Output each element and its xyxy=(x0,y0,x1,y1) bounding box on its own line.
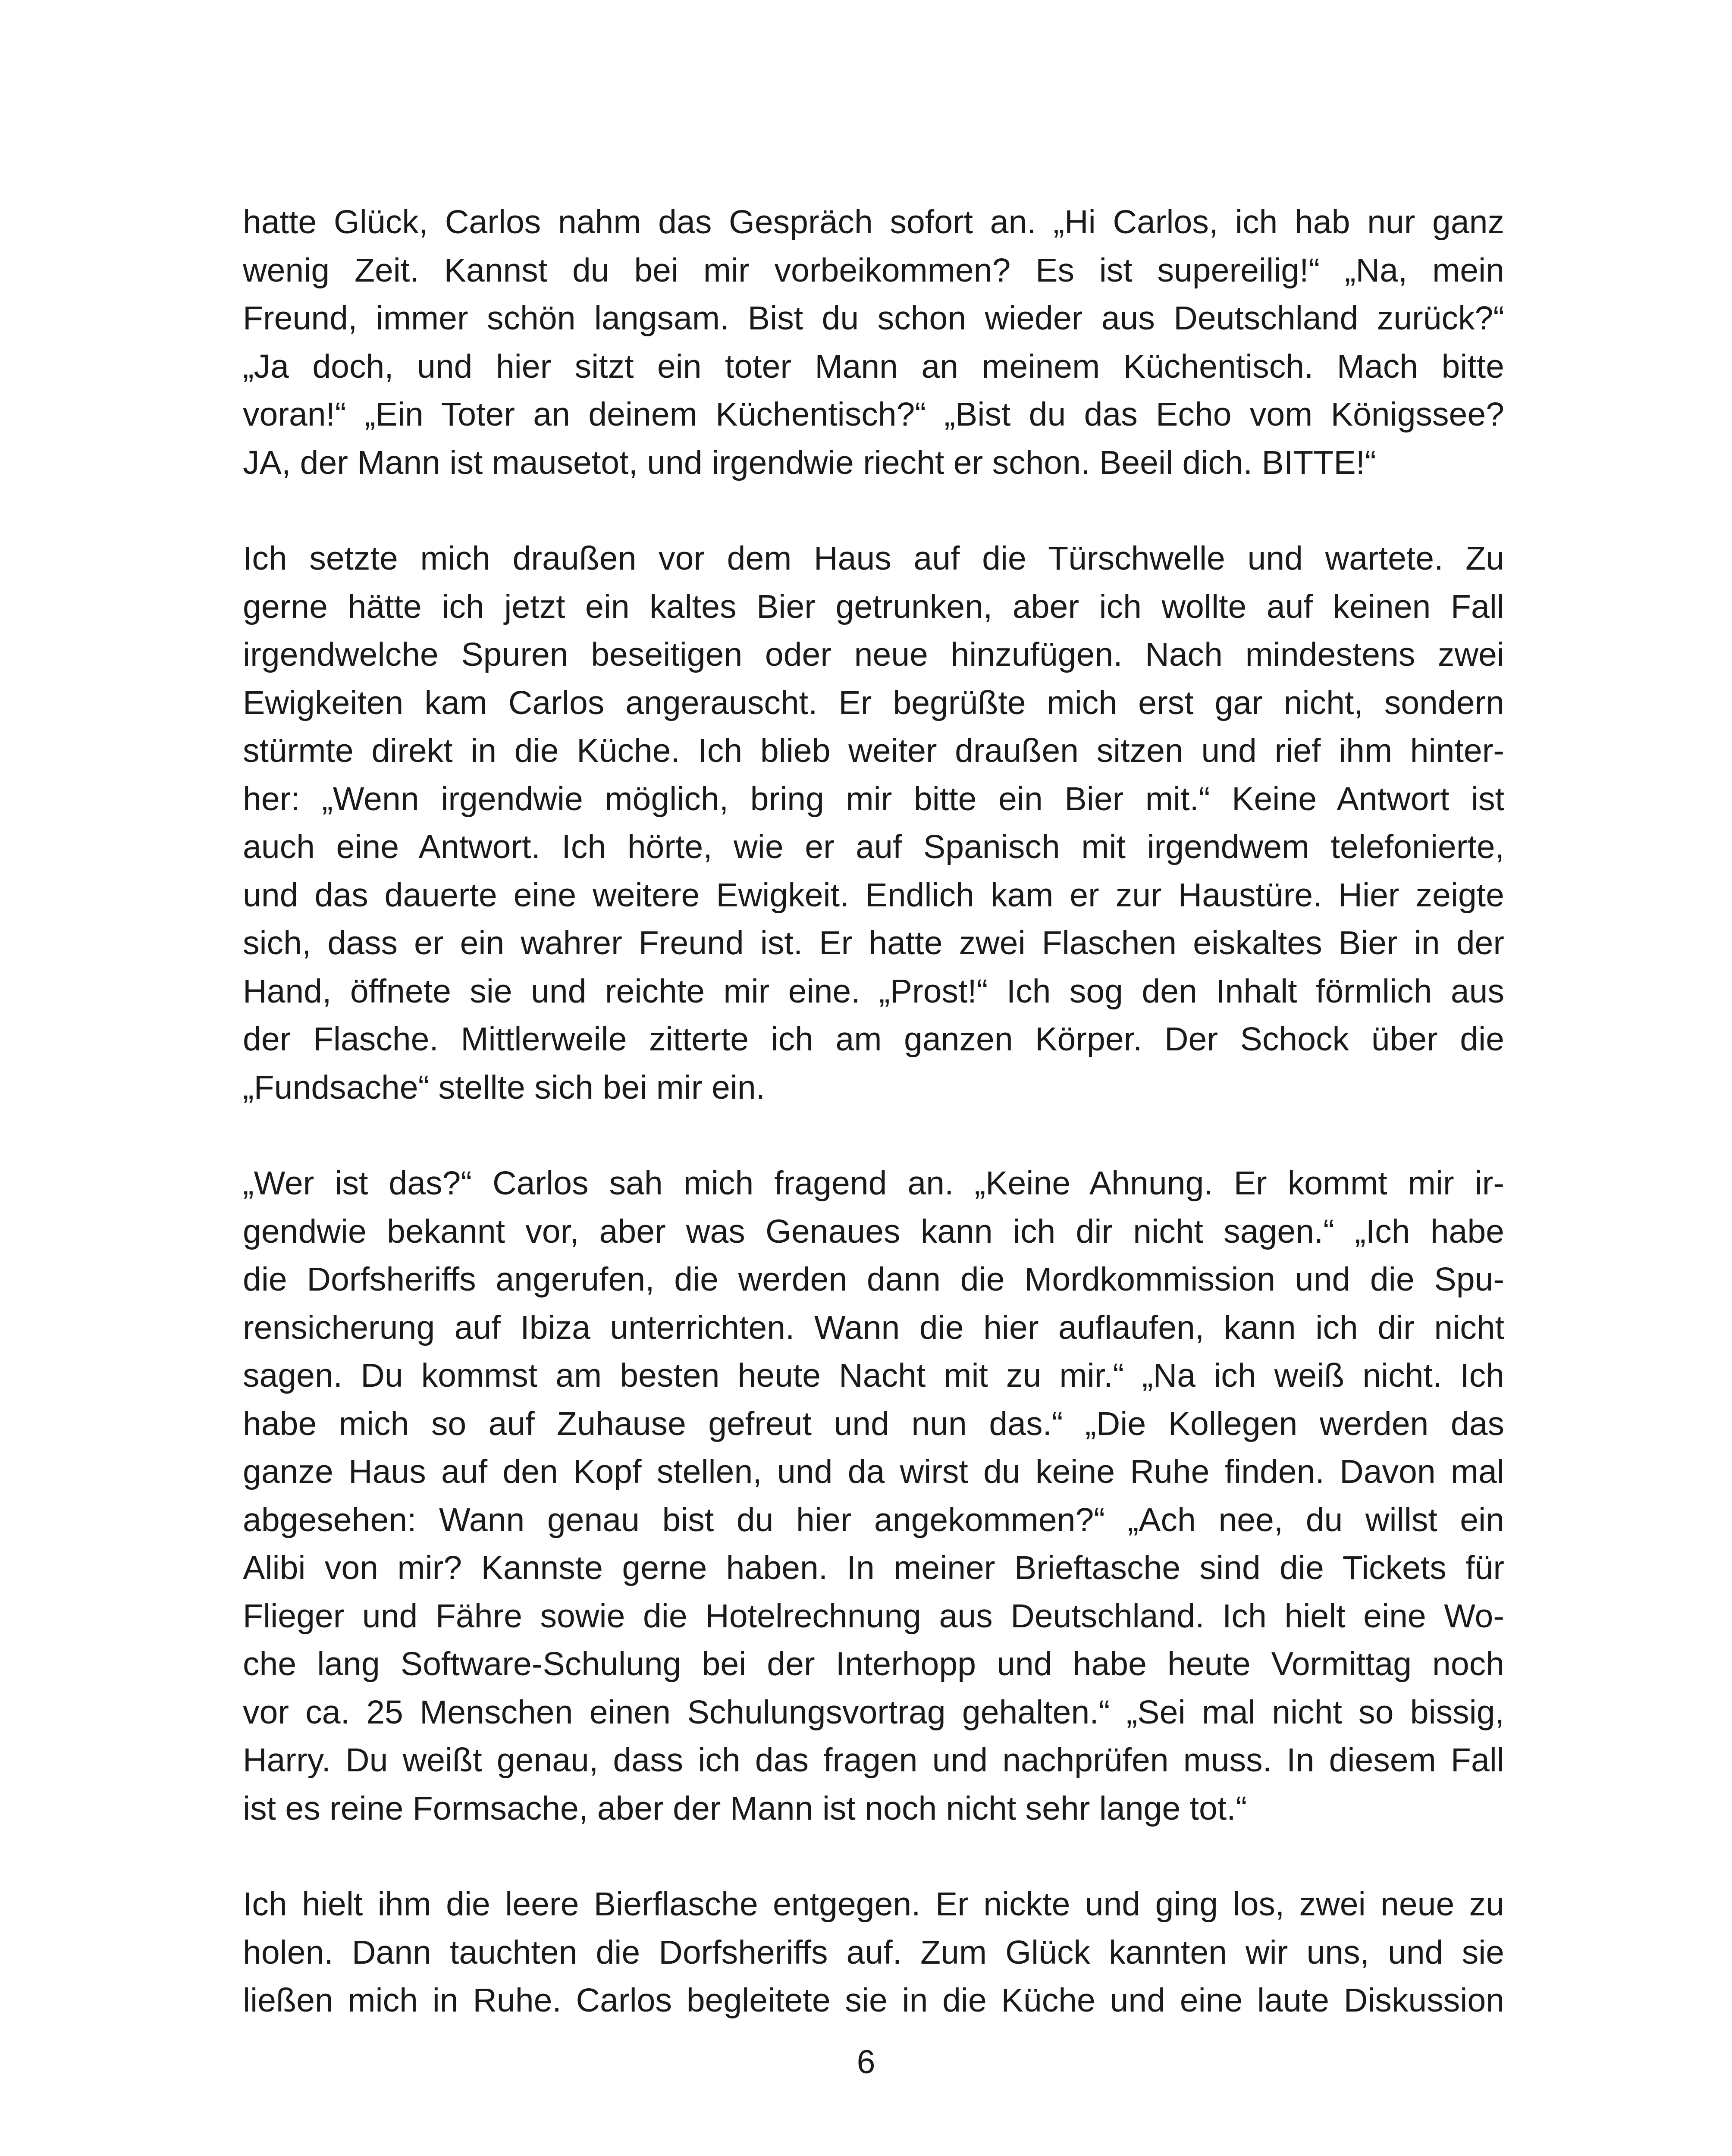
text-line: „Ja doch, und hier sitzt ein toter Mann an meinem Küchentisch. Mach bitte xyxy=(243,348,1504,385)
text-line: habe mich so auf Zuhause gefreut und nun das.“ „Die Kollegen werden das xyxy=(243,1405,1504,1442)
text-line: Ich setzte mich draußen vor dem Haus auf die Türschwelle und wartete. Zu xyxy=(243,540,1504,577)
text-line: vor ca. 25 Menschen einen Schulungsvortrag gehalten.“ „Sei mal nicht so bissig, xyxy=(243,1693,1504,1731)
text-line: abgesehen: Wann genau bist du hier angekommen?“ „Ach nee, du willst ein xyxy=(243,1501,1504,1539)
text-line: JA, der Mann ist mausetot, und irgendwie riecht er schon. Beeil dich. BITTE!“ xyxy=(243,444,1376,481)
paragraph-3 xyxy=(243,1159,1504,1833)
text-line: rensicherung auf Ibiza unterrichten. Wann die hier auflaufen, kann ich dir nicht xyxy=(243,1309,1504,1346)
text-line: her: „Wenn irgendwie möglich, bring mir bitte ein Bier mit.“ Keine Antwort ist xyxy=(243,780,1504,818)
text-line: die Dorfsheriffs angerufen, die werden dann die Mordkommission und die Spu- xyxy=(243,1261,1504,1298)
text-line: hatte Glück, Carlos nahm das Gespräch sofort an. „Hi Carlos, ich hab nur ganz xyxy=(243,204,1504,241)
text-line: „Fundsache“ stellte sich bei mir ein. xyxy=(243,1069,766,1106)
text-line: Flieger und Fähre sowie die Hotelrechnung aus Deutschland. Ich hielt eine Wo- xyxy=(243,1597,1504,1635)
page-number: 6 xyxy=(857,2043,875,2081)
text-line: Ich hielt ihm die leere Bierflasche entgegen. Er nickte und ging los, zwei neue zu xyxy=(243,1886,1504,1923)
text-line: auch eine Antwort. Ich hörte, wie er auf Spanisch mit irgendwem telefonierte, xyxy=(243,828,1504,865)
text-line: irgendwelche Spuren beseitigen oder neue hinzufügen. Nach mindestens zwei xyxy=(243,636,1504,673)
text-line: Freund, immer schön langsam. Bist du schon wieder aus Deutschland zurück?“ xyxy=(243,300,1504,337)
text-line: Ewigkeiten kam Carlos angerauscht. Er begrüßte mich erst gar nicht, sondern xyxy=(243,684,1504,721)
text-line: ist es reine Formsache, aber der Mann ist noch nicht sehr lange tot.“ xyxy=(243,1789,1247,1827)
text-line: Hand, öffnete sie und reichte mir eine. „Prost!“ Ich sog den Inhalt förmlich aus xyxy=(243,972,1504,1010)
text-line: Harry. Du weißt genau, dass ich das fragen und nachprüfen muss. In diesem Fall xyxy=(243,1742,1504,1779)
text-line: stürmte direkt in die Küche. Ich blieb weiter draußen sitzen und rief ihm hinter- xyxy=(243,732,1504,769)
text-line: Alibi von mir? Kannste gerne haben. In meiner Brieftasche sind die Tickets für xyxy=(243,1549,1504,1586)
body-text xyxy=(243,198,1504,2025)
text-line: voran!“ „Ein Toter an deinem Küchentisch?“ „Bist du das Echo vom Königssee? xyxy=(243,396,1504,433)
paragraph-1 xyxy=(243,198,1504,487)
text-line: und das dauerte eine weitere Ewigkeit. Endlich kam er zur Haustüre. Hier zeigte xyxy=(243,876,1504,914)
paragraph-2 xyxy=(243,535,1504,1112)
text-line: sich, dass er ein wahrer Freund ist. Er hatte zwei Flaschen eiskaltes Bier in der xyxy=(243,924,1504,962)
text-line: holen. Dann tauchten die Dorfsheriffs auf. Zum Glück kannten wir uns, und sie xyxy=(243,1934,1504,1971)
paragraph-4 xyxy=(243,1880,1504,2025)
text-line: gerne hätte ich jetzt ein kaltes Bier getrunken, aber ich wollte auf keinen Fall xyxy=(243,588,1504,625)
text-line: wenig Zeit. Kannst du bei mir vorbeikommen? Es ist supereilig!“ „Na, mein xyxy=(243,251,1504,289)
text-line: ganze Haus auf den Kopf stellen, und da wirst du keine Ruhe finden. Davon mal xyxy=(243,1453,1504,1490)
text-line: gendwie bekannt vor, aber was Genaues kann ich dir nicht sagen.“ „Ich habe xyxy=(243,1213,1504,1250)
text-line: ließen mich in Ruhe. Carlos begleitete sie in die Küche und eine laute Diskussion xyxy=(243,1982,1504,2019)
text-line: „Wer ist das?“ Carlos sah mich fragend an. „Keine Ahnung. Er kommt mir ir- xyxy=(243,1165,1504,1202)
text-line: che lang Software-Schulung bei der Interhopp und habe heute Vormittag noch xyxy=(243,1645,1504,1683)
text-line: der Flasche. Mittlerweile zitterte ich am ganzen Körper. Der Schock über die xyxy=(243,1021,1504,1058)
text-line: sagen. Du kommst am besten heute Nacht mit zu mir.“ „Na ich weiß nicht. Ich xyxy=(243,1357,1504,1394)
